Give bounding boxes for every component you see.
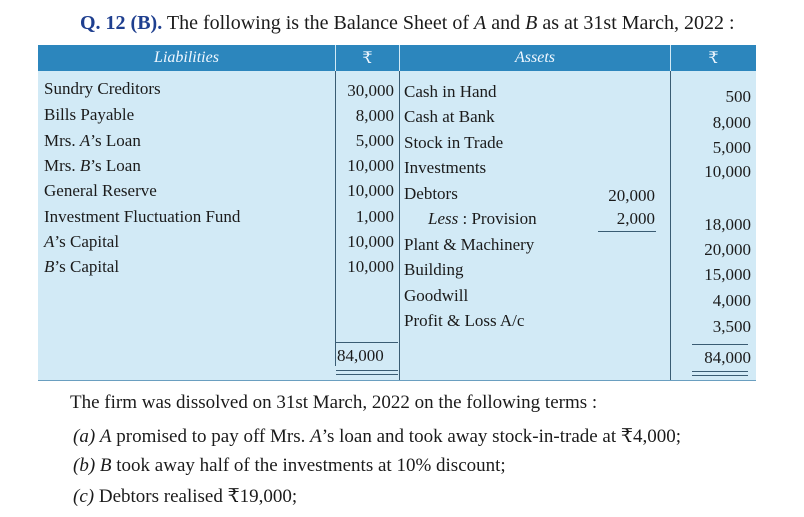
- total-assets: 84,000: [704, 348, 751, 367]
- liability-label: A’s Capital: [44, 232, 120, 251]
- liability-amount: 8,000: [355, 106, 394, 125]
- question-title: [80, 12, 735, 35]
- liability-label: Mrs. A’s Loan: [44, 131, 141, 150]
- provision-underline: [598, 231, 656, 232]
- liability-amount: 10,000: [347, 181, 394, 200]
- asset-label: Stock in Trade: [404, 133, 504, 152]
- title-text-a: The following is the Balance Sheet of: [166, 12, 469, 34]
- asset-label: Goodwill: [404, 286, 469, 305]
- asset-amount: 4,000: [712, 291, 751, 310]
- question-number: Q. 12 (B).: [80, 12, 163, 34]
- total-liabilities: 84,000: [337, 346, 384, 365]
- total-rule-left: [336, 342, 398, 343]
- asset-amount: 10,000: [704, 162, 751, 181]
- liability-amount: 5,000: [355, 131, 394, 150]
- liability-amount: 10,000: [347, 156, 394, 175]
- liability-label: General Reserve: [44, 181, 157, 200]
- liability-amount: 10,000: [347, 232, 394, 251]
- balance-sheet-table: [38, 45, 756, 381]
- title-partner-a: A: [474, 12, 487, 34]
- asset-label: Plant & Machinery: [404, 235, 535, 254]
- title-partner-b: B: [525, 12, 538, 34]
- liability-label: Investment Fluctuation Fund: [44, 207, 241, 226]
- asset-amount: 3,500: [712, 317, 751, 336]
- total-rule-right: [692, 344, 748, 345]
- liability-amount: 1,000: [355, 207, 394, 226]
- liability-label: Sundry Creditors: [44, 79, 161, 98]
- term-c: (c) Debtors realised ₹19,000;: [73, 486, 298, 507]
- liability-label: Bills Payable: [44, 105, 135, 124]
- rule-assets-left: [399, 71, 400, 380]
- header-rupee-right: ₹: [671, 45, 756, 71]
- asset-label: Cash at Bank: [404, 107, 495, 126]
- liability-label: B’s Capital: [44, 257, 120, 276]
- total-double-rule-right: [692, 371, 748, 376]
- header-liabilities: Liabilities: [38, 45, 335, 71]
- term-b: (b) B took away half of the investments at 10% discount;: [73, 455, 506, 476]
- asset-label: Cash in Hand: [404, 82, 497, 101]
- asset-label: Investments: [404, 158, 487, 177]
- asset-amount: 15,000: [704, 265, 751, 284]
- asset-amount: 20,000: [704, 240, 751, 259]
- asset-label: Debtors: [404, 184, 458, 203]
- debtors-gross: 20,000: [608, 186, 655, 205]
- asset-amount: 5,000: [712, 138, 751, 157]
- asset-amount: 8,000: [712, 113, 751, 132]
- title-and: and: [491, 12, 521, 34]
- title-text-b: as at 31st March, 2022 :: [542, 12, 735, 34]
- liability-amount: 30,000: [347, 81, 394, 100]
- asset-label: Building: [404, 260, 464, 279]
- header-rupee-left: ₹: [336, 45, 399, 71]
- asset-amount: 18,000: [704, 215, 751, 234]
- liability-amount: 10,000: [347, 257, 394, 276]
- total-double-rule-left: [336, 370, 398, 375]
- debtors-provision: 2,000: [616, 209, 655, 228]
- terms-intro: The firm was dissolved on 31st March, 2022 on the following terms :: [70, 392, 598, 413]
- header-assets: Assets: [400, 45, 670, 71]
- asset-label: Less : Provision: [428, 209, 537, 228]
- asset-label: Profit & Loss A/c: [404, 311, 525, 330]
- liability-label: Mrs. B’s Loan: [44, 156, 141, 175]
- term-a: (a) A promised to pay off Mrs. A’s loan and took away stock-in-trade at ₹4,000;: [73, 426, 682, 447]
- asset-amount: 500: [725, 87, 751, 106]
